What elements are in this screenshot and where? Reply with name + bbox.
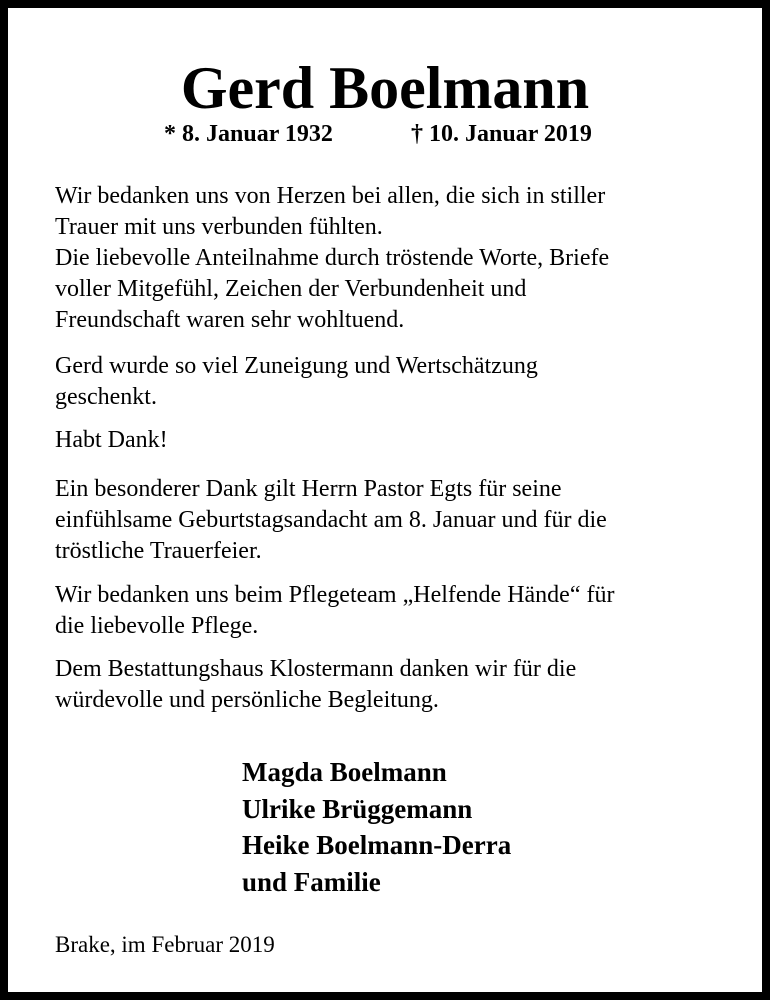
text-line: Wir bedanken uns beim Pflegeteam „Helfende Hände“ für bbox=[55, 582, 615, 608]
affection-paragraph bbox=[55, 351, 725, 413]
text-line: Habt Dank! bbox=[55, 427, 168, 453]
thanks-paragraph bbox=[55, 181, 725, 336]
care-team-paragraph bbox=[55, 580, 725, 642]
text-line: einfühlsame Geburtstagsandacht am 8. Januar und für die bbox=[55, 507, 607, 533]
signature-name: Heike Boelmann-Derra bbox=[242, 830, 512, 860]
birth-date: * 8. Januar 1932 bbox=[164, 121, 333, 147]
text-line: würdevolle und persönliche Begleitung. bbox=[55, 687, 439, 713]
signature-name: Ulrike Brüggemann bbox=[242, 793, 473, 824]
deceased-name: Gerd Boelmann bbox=[180, 55, 590, 121]
text-line: geschenkt. bbox=[55, 384, 157, 410]
text-line: voller Mitgefühl, Zeichen der Verbundenheit und bbox=[55, 276, 527, 302]
funeral-home-paragraph bbox=[55, 654, 725, 716]
signature-name: und Familie bbox=[242, 866, 381, 897]
text-line: Freundschaft waren sehr wohltuend. bbox=[55, 307, 405, 333]
death-date: † 10. Januar 2019 bbox=[411, 121, 592, 147]
text-line: Die liebevolle Anteilnahme durch tröstende Worte, Briefe bbox=[55, 245, 610, 271]
text-line: Gerd wurde so viel Zuneigung und Wertschätzung bbox=[55, 353, 538, 379]
gratitude-paragraph bbox=[55, 425, 725, 456]
text-line: Ein besonderer Dank gilt Herrn Pastor Egts für seine bbox=[55, 476, 562, 502]
text-line: tröstliche Trauerfeier. bbox=[55, 538, 262, 564]
text-line: die liebevolle Pflege. bbox=[55, 613, 259, 639]
signature-name: Magda Boelmann bbox=[242, 757, 447, 787]
place-date: Brake, im Februar 2019 bbox=[55, 932, 275, 957]
text-line: Wir bedanken uns von Herzen bei allen, die sich in stiller bbox=[55, 183, 606, 209]
pastor-paragraph bbox=[55, 474, 725, 567]
signatures bbox=[242, 754, 511, 900]
text-line: Dem Bestattungshaus Klostermann danken wir für die bbox=[55, 656, 577, 682]
text-line: Trauer mit uns verbunden fühlten. bbox=[55, 214, 383, 240]
